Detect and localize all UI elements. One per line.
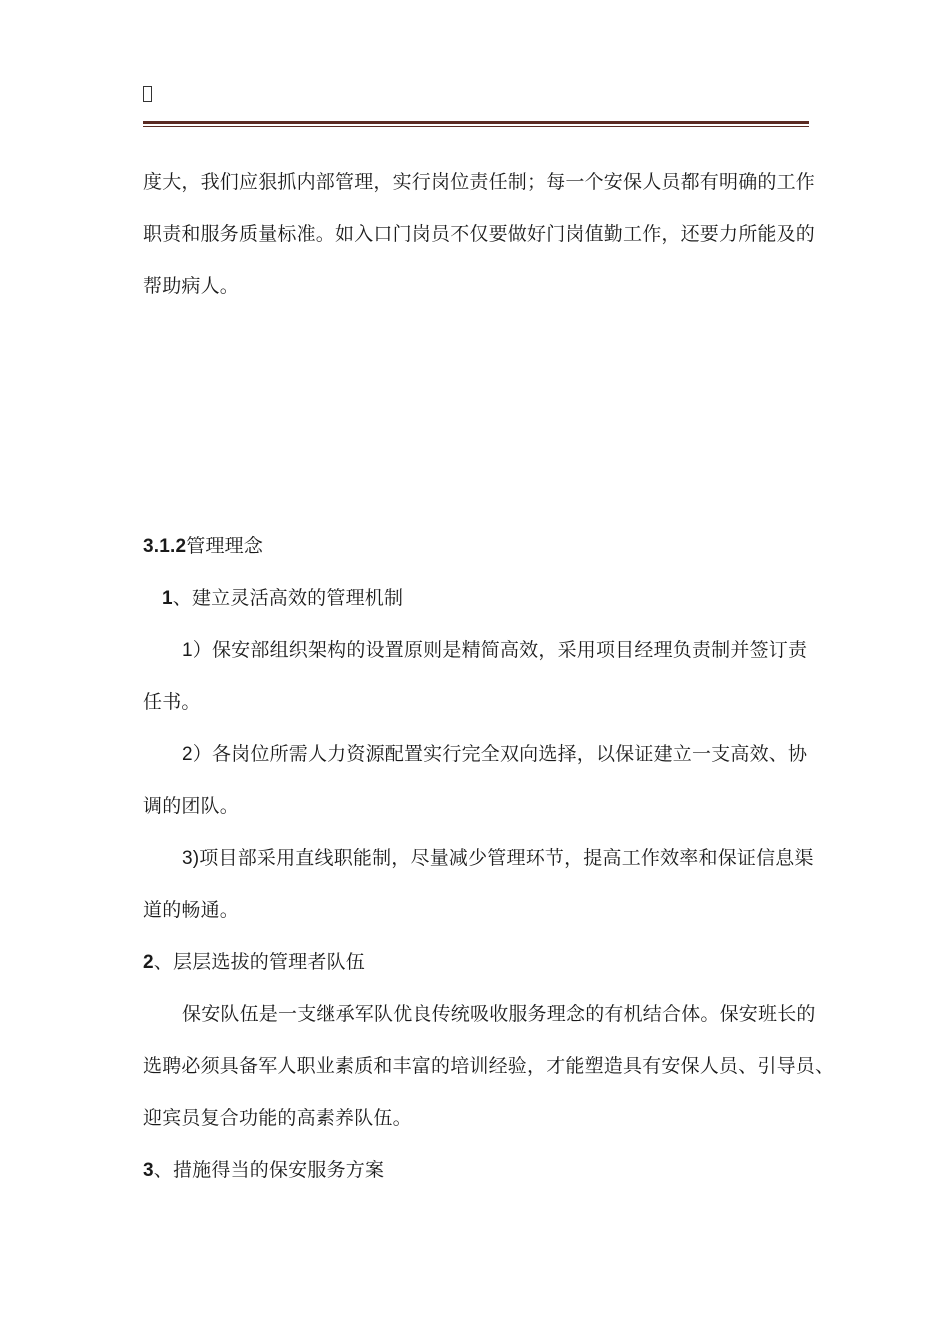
sub1-line2-text: 任书。 [143,691,201,713]
para1-line2-text: 职责和服务质量标准。如入口门岗员不仅要做好门岗值勤工作，还要力所能及的 [143,223,816,245]
para2-line3-text: 迎宾员复合功能的高素养队伍。 [143,1107,412,1129]
para1-line1 [143,170,816,194]
header-rule-thick [143,121,809,124]
item3-text: 、措施得当的保安服务方案 [153,1159,385,1181]
sub1-line1-text: ）保安部组织架构的设置原则是精简高效，采用项目经理负责制并签订责 [192,639,808,661]
missing-glyph-box-icon [143,86,152,102]
item3-heading [143,1158,384,1183]
para1-line2 [143,222,815,246]
sub3-number: 3) [182,848,200,869]
header-rule-thin [143,126,809,127]
sub1-number: 1 [182,640,193,661]
item3-number: 3 [143,1160,154,1181]
sub3-line2-text: 道的畅通。 [143,899,240,921]
item2-number: 2 [143,952,154,973]
para1-line3 [143,274,239,298]
sub1-line2 [143,690,201,714]
section-number: 3.1.2 [143,536,187,557]
section-title: 管理理念 [186,535,264,557]
section-heading [143,534,263,559]
para2-line1-text: 保安队伍是一支继承军队优良传统吸收服务理念的有机结合体。保安班长的 [182,1003,816,1025]
para1-line3-text: 帮助病人。 [143,275,240,297]
item1-heading [162,586,403,611]
header-rule [143,121,809,128]
sub2-line2-text: 调的团队。 [143,795,240,817]
para2-line2 [143,1054,834,1078]
para2-line2-text: 选聘必须具备军人职业素质和丰富的培训经验，才能塑造具有安保人员、引导员、 [143,1055,835,1077]
item1-text: 、建立灵活高效的管理机制 [172,587,404,609]
sub3-line1-text: 项目部采用直线职能制，尽量减少管理环节，提高工作效率和保证信息渠 [199,847,814,869]
item2-text: 、层层选拔的管理者队伍 [153,951,365,973]
para1-line1-text: 度大，我们应狠抓内部管理，实行岗位责任制；每一个安保人员都有明确的工作 [143,171,816,193]
para2-line3 [143,1106,412,1130]
sub2-number: 2 [182,744,193,765]
sub3-line1 [182,846,814,871]
sub1-line1 [182,638,807,663]
item1-number: 1 [162,588,173,609]
para2-line1 [182,1002,816,1026]
sub2-line2 [143,794,239,818]
sub3-line2 [143,898,239,922]
item2-heading [143,950,365,975]
sub2-line1-text: ）各岗位所需人力资源配置实行完全双向选择，以保证建立一支高效、协 [192,743,808,765]
sub2-line1 [182,742,807,767]
